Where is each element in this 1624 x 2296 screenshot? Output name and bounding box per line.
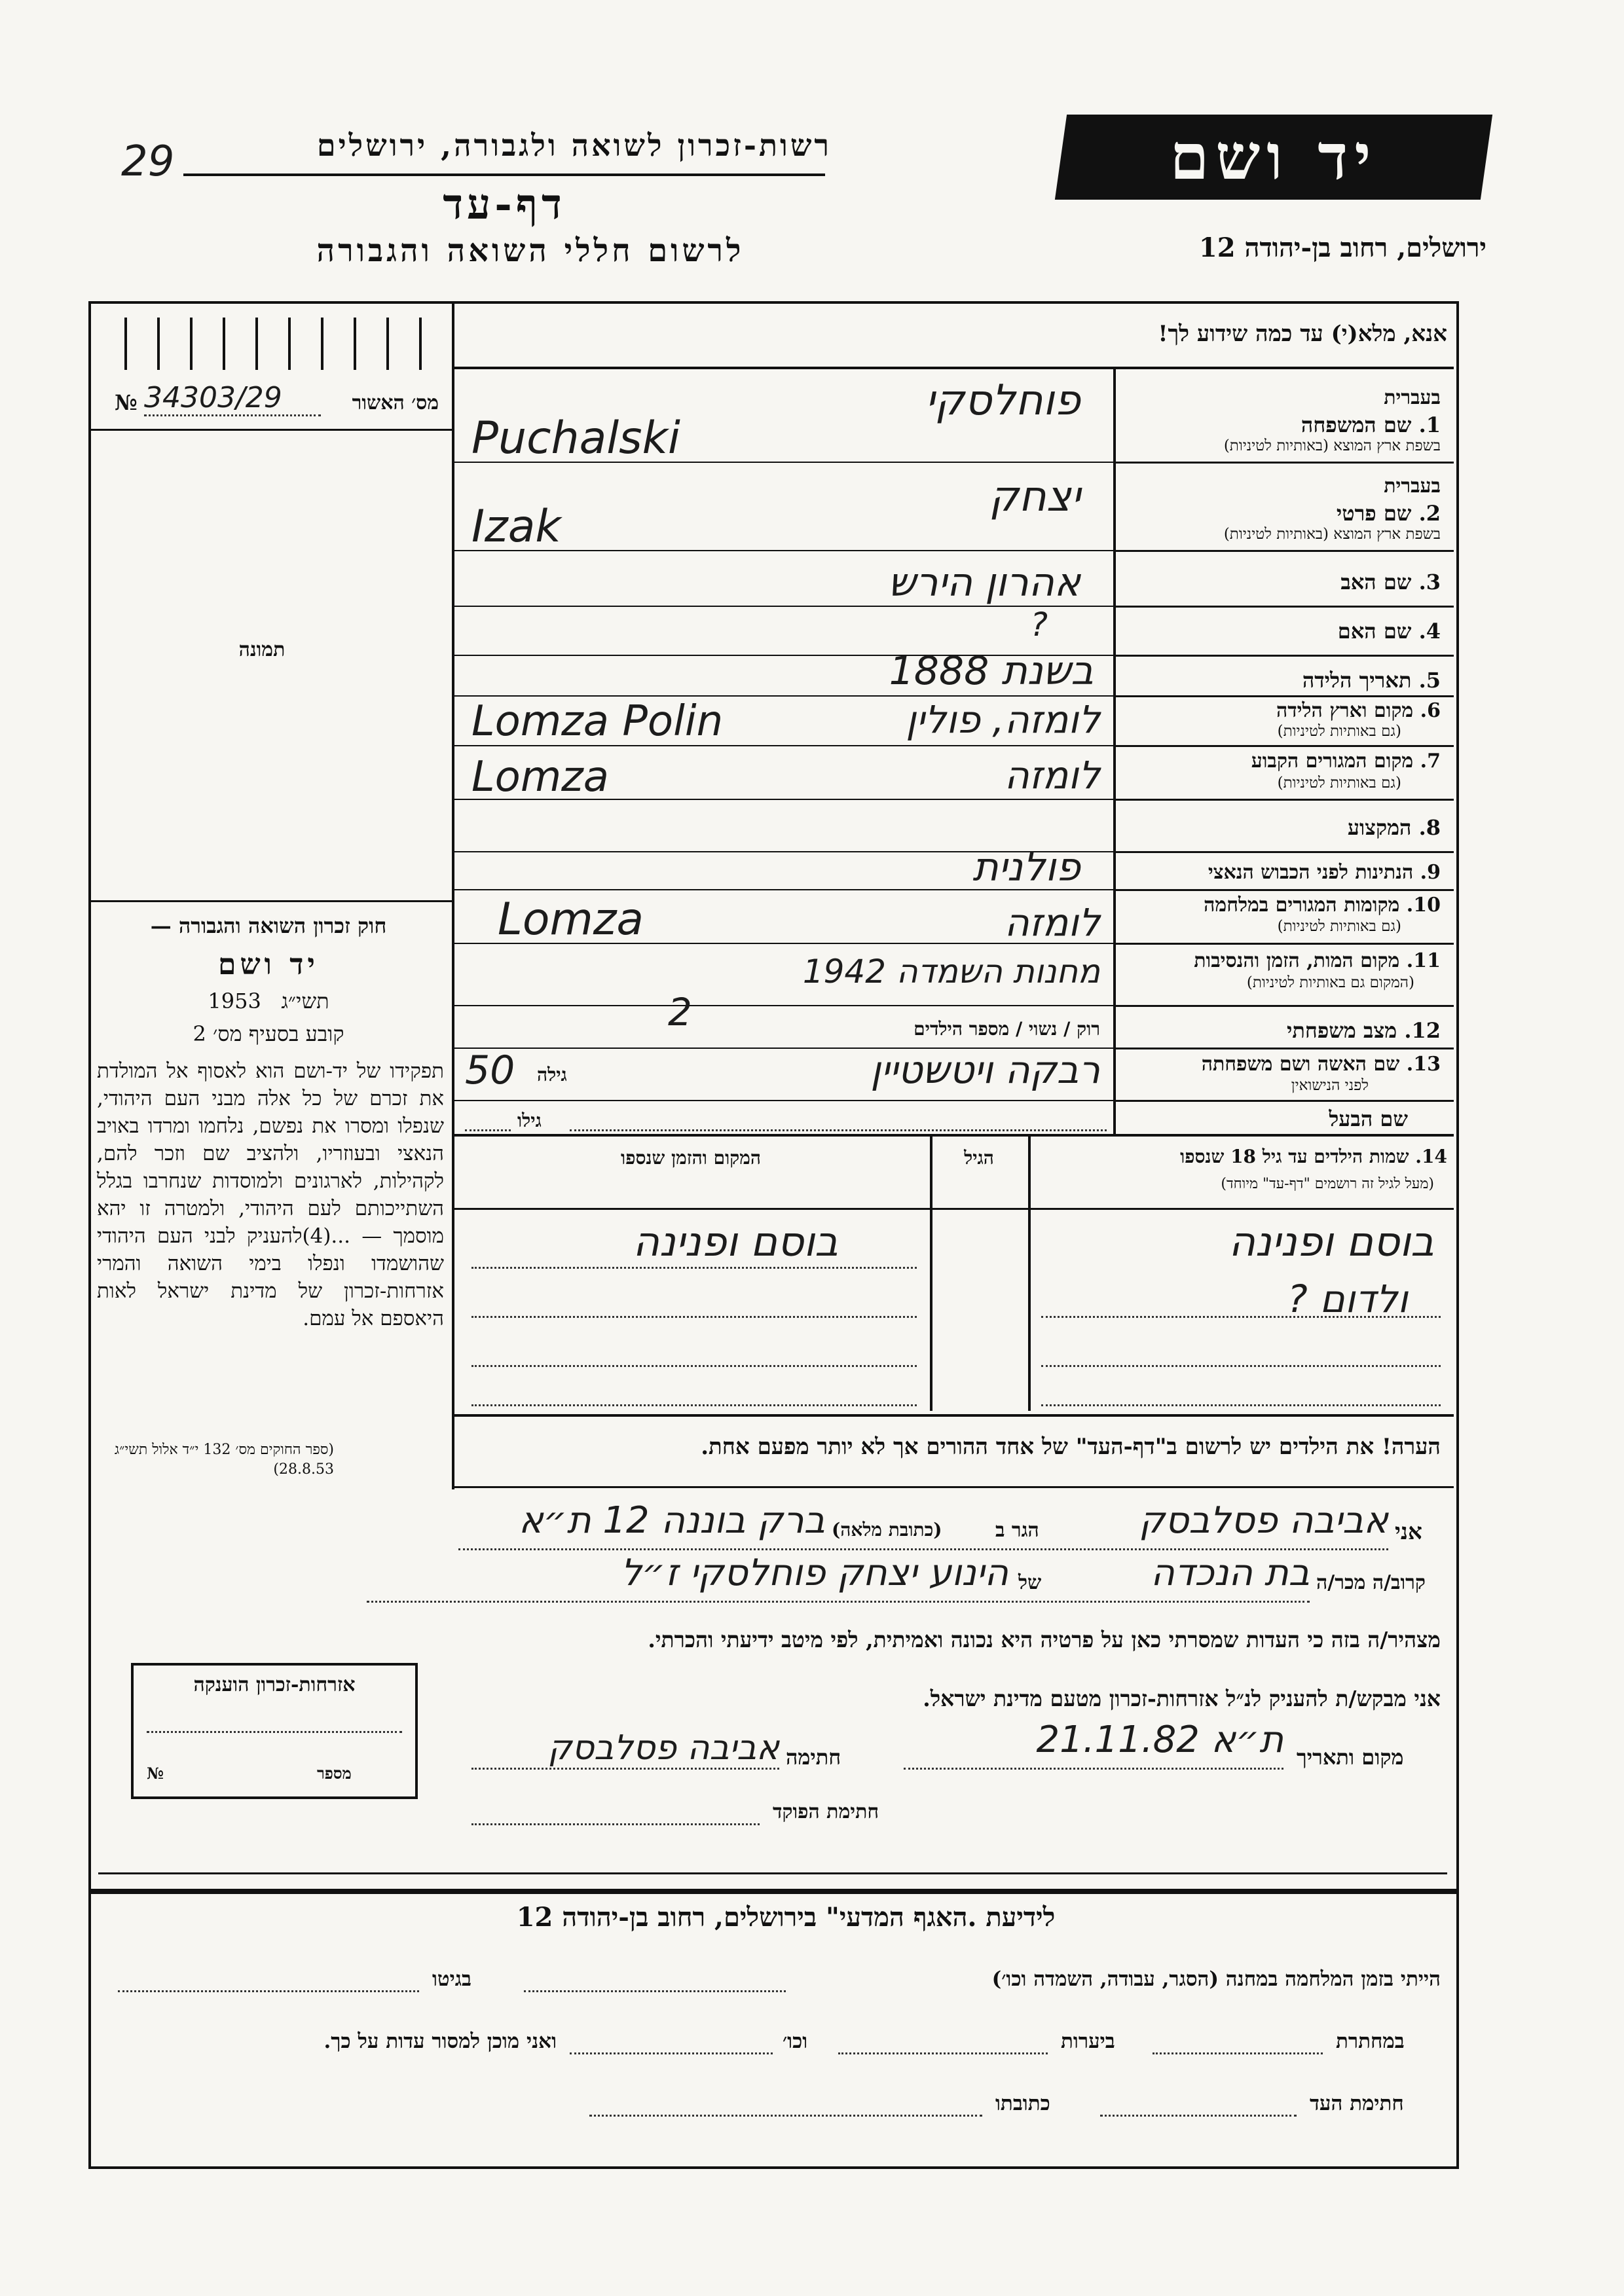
field-6-label: 6. מקום וארץ הלידה (1276, 699, 1441, 722)
law-title: חוק זכרון השואה והגבורה — (150, 913, 387, 938)
decl-signature: אביבה פסלבסק (547, 1728, 779, 1768)
value-residence-latin: Lomza (471, 753, 609, 801)
photo-rule (88, 900, 452, 902)
decl-shel: של (1018, 1571, 1042, 1594)
field-2-num: 2. (1418, 501, 1441, 526)
decl-address: ברק בוננה 12 ת״א (519, 1499, 825, 1542)
husband-label: שם הבעל (1329, 1106, 1408, 1131)
field-1-label (1120, 412, 1441, 437)
field-13-sub: לפני הנישואין (1291, 1077, 1369, 1094)
law-ref: (ספר החוקים מס׳ 132 י״ד אלול תשי״ג 28.8.53) (114, 1442, 334, 1478)
field-8-label: 8. המקצוע (1347, 815, 1441, 840)
child-row-2-name: ולדום ? (1287, 1277, 1408, 1321)
field-2-label (1120, 501, 1441, 526)
decl-signature-label: חתימה (786, 1745, 841, 1770)
logo-address: ירושלים, רחוב בן-יהודה 12 (1198, 232, 1486, 263)
law-clause: קובע בסעיף מס׳ 2 (193, 1021, 344, 1046)
form-subtitle: לרשום חללי השואה והגבורה (316, 232, 745, 269)
value-residence-he: לומזה (1004, 753, 1100, 797)
handwritten-page-number: 29 (121, 137, 175, 186)
field-2-sub: בשפת ארץ המוצא (באותיות לטיניות) (1223, 526, 1441, 543)
decl-place-date-label: מקום ותאריך (1297, 1745, 1404, 1770)
header-rule (183, 173, 825, 176)
value-firstname-latin: Izak (471, 501, 561, 553)
footer-title: לידיעת .האגף המדעי" בירושלים, רחוב בן-יהודה 12 (516, 1902, 1056, 1933)
decl-place-date: ת״א 21.11.82 (1036, 1719, 1283, 1761)
field-2-label2: בעברית (1384, 475, 1441, 498)
value-death: מחנות השמדה 1942 (802, 953, 1100, 991)
field-5-label: 5. תאריך הלידה (1302, 668, 1441, 693)
value-nationality: פולנית (972, 845, 1080, 890)
value-lastname-latin: Puchalski (471, 412, 680, 464)
field-7-sub: (גם באותיות לטיניות) (1277, 774, 1401, 792)
child-row-1-place: בוסם ופנינה (633, 1218, 838, 1266)
marital-children-count: 2 (668, 990, 692, 1034)
decl-relation: בת הנכדה (1151, 1552, 1310, 1594)
value-birthplace-he: לומזה, פולין (906, 697, 1100, 742)
form-title: דף-עד (443, 180, 566, 229)
reg-rule (88, 429, 452, 431)
decl-request: אני מבקש/ת להעניק לנ״ל אזרחות-זכרון מטעם מדינת ישראל. (923, 1686, 1441, 1711)
field-3-label: 3. שם האב (1340, 570, 1441, 594)
field-1-label2: בעברית (1384, 386, 1441, 409)
field-7-label: 7. מקום המגורים הקבוע (1251, 750, 1441, 773)
field-4-label: 4. שם האם (1337, 619, 1441, 644)
instruction: אנא, מלא(י) עד כמה שידוע לך! (1158, 321, 1447, 347)
field-11-sub: (המקום גם באותיות לטיניות) (1246, 974, 1414, 991)
field-6-sub: (גם באותיות לטיניות) (1277, 723, 1401, 740)
field-2-text: שם פרטי (1336, 501, 1412, 526)
footer-line2-b: ביערות (1061, 2030, 1115, 2053)
value-wartime-he: לומזה (1004, 900, 1100, 945)
left-column-divider (452, 301, 454, 1489)
field-10-sub: (גם באותיות לטיניות) (1277, 918, 1401, 935)
reg-prefix: № (115, 390, 138, 415)
wife-age-value: 50 (465, 1048, 515, 1093)
citizenship-box (131, 1663, 418, 1799)
field-1-num: 1. (1418, 412, 1441, 437)
footer-line2-a: במחתרת (1336, 2030, 1405, 2053)
footer-line2-d: ואני מוכן למסור עדות על כך. (323, 2030, 557, 2053)
value-lastname-he: פוחלסקי (925, 376, 1080, 425)
children-header-place: המקום והזמן שנספו (621, 1147, 761, 1169)
field-13-label: 13. שם האשה ושם משפחתה (1201, 1053, 1441, 1076)
footer-line2-c: וכו׳ (783, 2030, 808, 2053)
value-wife: רבקה ויטשטיין (870, 1048, 1100, 1092)
decl-relation-of: הינוע יצחק פוחלסקי ז״ל (621, 1552, 1008, 1594)
children-header-names-sub: (מעל לגיל זה רושמים "דף-עד" מיוחד) (1221, 1176, 1434, 1192)
photo-label: תמונה (238, 638, 286, 661)
reg-number: 34303/29 (144, 381, 321, 416)
decl-address-label: (כתובת מלאה) (832, 1519, 942, 1540)
decl-ani: אני (1395, 1519, 1422, 1545)
value-birthplace-latin: Lomza Polin (471, 697, 724, 746)
decl-gar: הגר ב (995, 1519, 1039, 1542)
field-9-label: 9. הנתינות לפני הכבוש הנאצי (1208, 861, 1441, 884)
reg-label: מס׳ האשור (352, 392, 439, 414)
footer-line3-b: כתובתו (995, 2092, 1050, 2115)
field-11-label: 11. מקום המות, הזמן והנסיבות (1194, 949, 1441, 972)
value-wartime-latin: Lomza (498, 894, 644, 945)
logo-text: יד ושם (1170, 120, 1378, 194)
children-header-names: 14. שמות הילדים עד גיל 18 שנספו (1180, 1146, 1447, 1167)
law-name: יד ושם (218, 948, 319, 981)
field-1-sub: בשפת ארץ המוצא (באותיות לטיניות) (1223, 437, 1441, 454)
label-column-divider (1113, 368, 1116, 1134)
yad-vashem-logo (1055, 115, 1492, 200)
footer-line3-a: חתימת העד (1310, 2092, 1404, 2115)
children-header-age: הגיל (964, 1147, 994, 1169)
citizenship-box-num-prefix: № (147, 1764, 164, 1783)
value-firstname-he: יצחק (989, 473, 1080, 521)
footer-line1-a: הייתי בזמן המלחמה במחנה (הסגר, עבודה, השמדה וכו׳) (991, 1967, 1441, 1991)
value-mother: ? (1030, 606, 1048, 644)
citizenship-box-title: אזרחות-זכרון הוענקה (193, 1673, 356, 1696)
law-text: תפקידו של יד-ושם הוא לאסוף אל המולדת את זכרם של כל אלה מבני העם היהודי, שנפלו ומסרו את נפשם, נלחמו ומרדו באויב הנאצי ובעוזריו, ולהציב שם וזכר להם, לקהילות, לארגונים ולמוסדות שנחרבו בגלל השתייכותם לעם היהודי, ולמטרה זו יהא מוסמך — ...(4)להעניק לבני העם היהודי שהושמדו ונפלו בימי השואה והמרי אזרחות-זכרון של מדינת ישראל לאות היאספם אל עמם. (97, 1059, 444, 1330)
citizenship-box-num-label: מספר (317, 1764, 352, 1783)
instruction-rule (452, 367, 1454, 369)
wife-age-label: גילה (537, 1064, 567, 1085)
decl-officer-label: חתימת הפוקד (773, 1800, 879, 1823)
decl-statement: מצהיר/ה בזה כי העדות שמסרתי כאן על פרטיה היא נכונה ואמיתית, לפי מיטב ידיעתי והכרתי. (648, 1627, 1441, 1652)
decl-relation-label: קרוב/ה מכר/ה (1316, 1571, 1426, 1594)
marital-options: רוק / נשוי / מספר הילדים (913, 1018, 1100, 1040)
value-birthdate: בשנת 1888 (889, 648, 1094, 694)
field-10-label: 10. מקומות המגורים במלחמה (1204, 894, 1441, 917)
note: הערה! את הילדים יש לרשום ב"דף-העד" של אחד ההורים אך לא יותר מפעם אחת. (701, 1434, 1441, 1460)
field-12-label: 12. מצב משפחתי (1287, 1018, 1441, 1043)
child-row-1-name: בוסם ופנינה (1228, 1218, 1434, 1266)
authority-line: רשות-זכרון לשואה ולגבורה, ירושלים (316, 128, 832, 163)
decl-name: אביבה פסלבסק (1139, 1499, 1388, 1542)
husband-age-label: גילו (517, 1110, 542, 1131)
footer-line1-b: בגיטו (432, 1967, 471, 1991)
punch-grid (98, 311, 439, 376)
law-year: תשי״ג 1953 (208, 989, 329, 1013)
field-1-text: שם המשפחה (1301, 412, 1412, 437)
value-father: אהרון הירש (888, 560, 1080, 606)
